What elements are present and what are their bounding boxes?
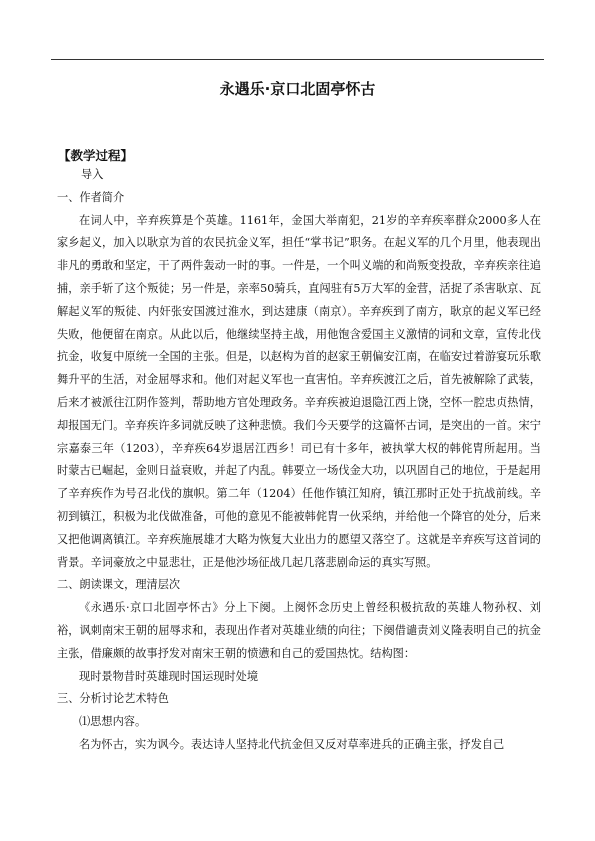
intro-label: 导入	[81, 168, 104, 181]
structure-line: 现时景物昔时英雄现时国运现时处境	[79, 669, 259, 683]
section-1-title: 一、作者简介	[57, 190, 125, 204]
section-3-title: 三、分析讨论艺术特色	[57, 692, 169, 706]
section-1-paragraph: 在词人中，辛弃疾算是个英雄。1161年，金国大举南犯，21岁的辛弃疾率群众2000多人在家乡起义，加入以耿京为首的农民抗金义军，担任“掌书记”职务。在起义军的几个月里，他表现出非凡的勇敢和坚定，干了两件轰动一时的事。一件是，一个叫义端的和尚叛变投敌，辛弃疾亲往追捕，亲手斩了这个叛徒；另一件是，亲率50骑兵，直闯驻有5万大军的金营，活捉了杀害耿京、瓦解起义军的叛徒、内奸张安国渡过淮水，到达建康（南京）。辛弃疾到了南方，耿京的起义军已经失败，他便留在南京。从此以后，他继续坚持主战，用他饱含爱国主义激情的词和文章，宣传北伐抗金，收复中原统一全国的主张。但是，以赵构为首的赵家王朝偏安江南，在临安过着游宴玩乐歌舞升平的生活，对金屈辱求和。他们对起义军也一直害怕。辛弃疾渡江之后，首先被解除了武装，后来才被派往江阴作签判，帮助地方官处理政务。辛弃疾被迫退隐江西上饶，空怀一腔忠贞热情，却报国无门。辛弃疾许多词就反映了这种悲愤。我们今天要学的这篇怀古词，是突出的一首。宋宁宗嘉泰三年（1203），辛弃疾64岁退居江西乡！司已有十多年，被执掌大权的韩侂胄所起用。当时蒙古已崛起，金则日益衰败，并起了内乱。韩要立一场伐金大功，以巩固自己的地位，于是起用了辛弃疾作为号召北伐的旗帜。第二年（1204）任他作镇江知府，镇江那时正处于抗战前线。辛初到镇江，积极为北伐做准备，可他的意见不能被韩侂胄一伙采纳，并给他一个降官的处分，后来又把他调离镇江。辛弃疾施展雄才大略为恢复大业出力的愿望又落空了。这就是辛弃疾写这首词的背景。辛词豪放之中显悲壮，正是他沙场征战几起几落悲剧命运的真实写照。	[57, 213, 541, 569]
document-title: 永遇乐·京口北固亭怀古	[219, 80, 376, 98]
section-3-paragraph: 名为怀古，实为讽今。表达诗人坚持北代抗金但又反对草率进兵的正确主张，抒发自己	[79, 737, 505, 751]
section-2-paragraph: 《永遇乐·京口北固亭怀古》分上下阕。上阕怀念历史上曾经积极抗敌的英雄人物孙权、刘裕，讽刺南宋王朝的屈辱求和，表现出作者对英雄业绩的向往；下阕借谴责刘义隆表明自己的抗金主张，借廉颇的故事抒发对南宋王朝的愤懑和自己的爱国热忱。结构图：	[57, 601, 541, 660]
teaching-process-heading: 【教学过程】	[58, 148, 134, 163]
header-rule	[51, 59, 544, 60]
document-body	[57, 164, 541, 757]
section-3-subheading: ⑴思想内容。	[79, 715, 147, 729]
section-2-title: 二、朗读课文，理清层次	[57, 578, 181, 592]
